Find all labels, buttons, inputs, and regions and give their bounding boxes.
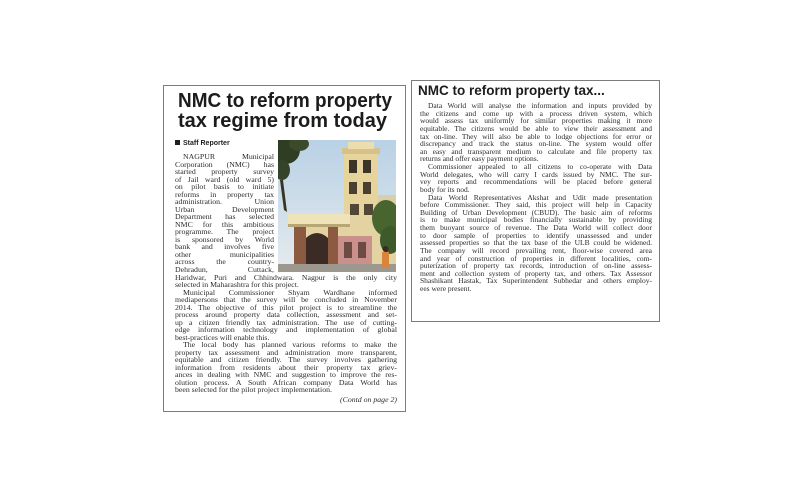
text-line: before Commissioner. They said, this project will help in Capacity xyxy=(420,200,652,210)
text-line: bank and involves five xyxy=(175,242,274,252)
text-line: Department has selected xyxy=(175,212,274,222)
text-line: ees were present. xyxy=(420,284,472,293)
text-line: Urban Development xyxy=(175,204,275,214)
text-line: Shashikant Hastak, Tax Superintendent Subhedar and others employ- xyxy=(420,276,652,286)
bullet-square-icon xyxy=(175,140,180,145)
text-line: returns and offer easy payment options. xyxy=(420,154,539,164)
text-line: of Jail ward (old ward 5) xyxy=(175,174,274,184)
text-line: to door sample of properties to identify unassessed and under xyxy=(420,230,652,240)
left-article-headline xyxy=(178,91,392,131)
text-line: World delegates, who will carry I cards issued by NMC. The sur- xyxy=(420,169,652,179)
text-line: Data World Representatives Akshat and Udit made presentation xyxy=(428,192,652,202)
text-line: tax on-line. They will also be able to lodge objections for error or xyxy=(420,131,652,141)
text-line: property tax assessment and administration more transparent, xyxy=(175,347,397,357)
text-line: information from residents about their property tax griev- xyxy=(175,362,397,372)
text-line: reforms in property tax xyxy=(175,189,274,199)
text-line: been selected for the pilot project implementation. xyxy=(175,385,332,395)
person xyxy=(382,246,389,268)
text-line: would assess tax uniformly for similar properties making it more xyxy=(420,116,652,126)
text-line: other municipalities xyxy=(175,249,274,259)
text-line: started property survey xyxy=(175,167,274,177)
text-line: vey reports and recommendations will be placed before general xyxy=(420,177,652,187)
text-line: ances in dealing with NMC and suggestion to improve the res- xyxy=(175,370,397,380)
text-line: mediapersons that the survey will be concluded in November xyxy=(175,295,397,305)
text-line: Haridwar, Puri and Chhindwara. Nagpur is the only city xyxy=(175,272,397,282)
headline-line: tax regime from today xyxy=(178,110,387,132)
text-line: on pilot basis to initiate xyxy=(175,182,274,192)
text-line: process around property data collection, assessment and set- xyxy=(175,310,397,320)
text-line: assessed properties so that the tax base of the ULB could be widened. xyxy=(420,238,652,248)
text-line: olution process. A South African company Data World has xyxy=(175,377,397,387)
text-line: an easy and transparent medium to calculate and file property tax xyxy=(420,146,652,156)
ground xyxy=(278,264,396,272)
paragraph xyxy=(175,274,397,289)
right-article-column xyxy=(420,102,652,293)
text-line: administration. Union xyxy=(175,197,274,207)
text-line: and year of construction of properties in different localities, com- xyxy=(420,253,652,263)
paragraph xyxy=(175,289,397,342)
text-line: discrepancy and track the status on-line. The system would offer xyxy=(420,139,652,149)
headline-line: NMC to reform property xyxy=(178,90,393,112)
text-line: ment and collection system of property tax, and others. Tax Assessor xyxy=(420,268,652,278)
text-line: them buoyant source of revenue. The Data World will collect door xyxy=(420,223,652,232)
text-line: Dehradun, Cuttack, xyxy=(175,264,274,274)
text-line: is sponsored by World xyxy=(175,234,274,244)
text-line: equitable and citizen friendly. The survey involves gathering xyxy=(175,355,397,365)
text-line: across the country- xyxy=(175,257,274,267)
text-line: selected in Maharashtra for this project. xyxy=(175,280,299,290)
headline-line: NMC to reform property tax... xyxy=(418,83,605,98)
text-line: The company will record prevailing rent, floor-wise covered area xyxy=(420,245,652,255)
text-line: programme. The project xyxy=(175,227,274,237)
text-line: Municipal Commissioner Shyam Wardhane informed xyxy=(183,287,397,297)
right-article-headline xyxy=(418,84,614,98)
text-line: the citizens and come up with a process driven system, which xyxy=(420,108,652,118)
text-line: is to make municipal bodies financially sustainable by providing xyxy=(420,215,652,225)
text-line: Corporation (NMC) has xyxy=(175,159,274,169)
paragraph xyxy=(420,102,652,163)
text-line: body for its nod. xyxy=(420,184,470,194)
continued-note: (Contd on page 2) xyxy=(340,395,397,404)
text-line: Commissioner appealed to all citizens to co-operate with Data xyxy=(428,162,652,171)
byline-text: Staff Reporter xyxy=(183,140,230,147)
paragraph xyxy=(175,341,397,394)
text-line: puterization of property tax records, introduction of on-line assess- xyxy=(420,261,652,271)
text-line: 2014. The objective of this pilot project is to streamline the xyxy=(175,302,397,312)
building-photo xyxy=(278,140,396,272)
text-line: equitable. The citizens would be able to view their assessment and xyxy=(420,123,652,133)
text-line: NAGPUR Municipal xyxy=(183,152,274,161)
text-line: Data World will analyse the information and inputs provided by xyxy=(428,101,652,110)
text-line: edge information technology and implementation of global xyxy=(175,325,398,335)
paragraph xyxy=(420,163,652,194)
left-article-narrow-column xyxy=(175,153,274,273)
text-line: best-practices will enable this. xyxy=(175,332,270,342)
text-line: Building of Urban Development (CBUD). The basic aim of reforms xyxy=(420,207,653,217)
left-article-full-column xyxy=(175,274,397,394)
text-line: up a citizen friendly tax administration. The use of cutting- xyxy=(175,317,397,327)
text-line: The local body has planned various reforms to make the xyxy=(183,340,397,350)
paragraph xyxy=(420,194,652,293)
byline xyxy=(175,140,230,148)
text-line: NMC for this ambitious xyxy=(175,219,274,229)
